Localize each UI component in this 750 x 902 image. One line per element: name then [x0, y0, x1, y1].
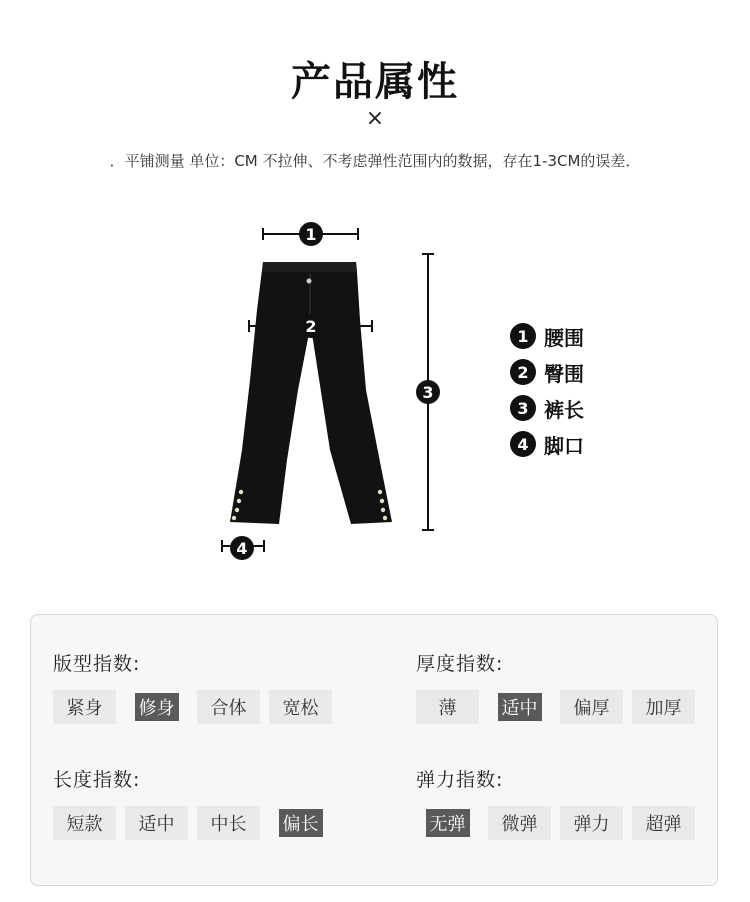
svg-text:3: 3: [422, 383, 434, 402]
legend-label: 裤长: [544, 397, 584, 422]
option-label: 合体: [210, 698, 247, 719]
marker-1: [299, 222, 323, 246]
attribute-option-selected: [125, 690, 188, 724]
svg-text:2: 2: [305, 317, 317, 336]
group-title: 厚度指数:: [416, 653, 504, 675]
marker-3: [416, 380, 440, 404]
attribute-option: [53, 690, 116, 724]
option-label: 短款: [66, 814, 103, 835]
option-label: 适中: [138, 814, 175, 835]
attribute-option-selected: [416, 806, 479, 840]
option-label: 修身: [135, 693, 179, 721]
page-title: 产品属性: [291, 59, 459, 105]
pants-illustration: [230, 262, 392, 524]
attribute-option: [560, 806, 623, 840]
legend-number: 3: [510, 395, 536, 421]
attributes-panel: [30, 614, 718, 886]
attribute-option: [632, 690, 695, 724]
legend-item-waist: [510, 318, 670, 354]
marker-4: [230, 536, 254, 560]
legend-label: 脚口: [544, 433, 584, 458]
tag-list: [53, 690, 353, 724]
option-label: 紧身: [66, 698, 103, 719]
attribute-option: [632, 806, 695, 840]
attribute-option: [197, 690, 260, 724]
option-label: 超弹: [645, 814, 682, 835]
attribute-option: [416, 690, 479, 724]
attribute-option-selected: [269, 806, 332, 840]
measurement-legend: [510, 318, 670, 462]
tag-list: [53, 806, 353, 840]
svg-text:4: 4: [236, 539, 248, 558]
attribute-option: [488, 806, 551, 840]
option-label: 薄: [438, 698, 457, 719]
legend-number: 1: [510, 323, 536, 349]
legend-number: 2: [510, 359, 536, 385]
fit-index-group: [53, 649, 353, 724]
group-title: 长度指数:: [53, 769, 141, 791]
group-title: 版型指数:: [53, 653, 141, 675]
thickness-index-group: [416, 649, 716, 724]
attribute-option: [125, 806, 188, 840]
attribute-option: [560, 690, 623, 724]
option-label: 无弹: [426, 809, 470, 837]
option-label: 偏长: [279, 809, 323, 837]
tag-list: [416, 690, 716, 724]
stretch-index-group: [416, 765, 716, 840]
option-label: 宽松: [282, 698, 319, 719]
option-label: 适中: [498, 693, 542, 721]
legend-item-hip: [510, 354, 670, 390]
legend-label: 臀围: [544, 361, 584, 386]
attribute-option-selected: [488, 690, 551, 724]
legend-label: 腰围: [544, 325, 584, 350]
tag-list: [416, 806, 716, 840]
attribute-option: [53, 806, 116, 840]
length-index-group: [53, 765, 353, 840]
measurement-note: ．平铺测量 单位：CM 不拉伸、不考虑弹性范围内的数据，存在1-3CM的误差．: [109, 152, 641, 170]
group-title: 弹力指数:: [416, 769, 504, 791]
attribute-option: [197, 806, 260, 840]
option-label: 加厚: [645, 698, 682, 719]
option-label: 中长: [210, 814, 247, 835]
option-label: 偏厚: [573, 698, 610, 719]
option-label: 微弹: [501, 814, 538, 835]
svg-text:1: 1: [305, 225, 317, 244]
option-label: 弹力: [573, 814, 610, 835]
marker-2: [299, 314, 323, 338]
title-mark: ×: [365, 106, 385, 131]
legend-number: 4: [510, 431, 536, 457]
legend-item-hem: [510, 426, 670, 462]
legend-item-length: [510, 390, 670, 426]
attribute-option: [269, 690, 332, 724]
